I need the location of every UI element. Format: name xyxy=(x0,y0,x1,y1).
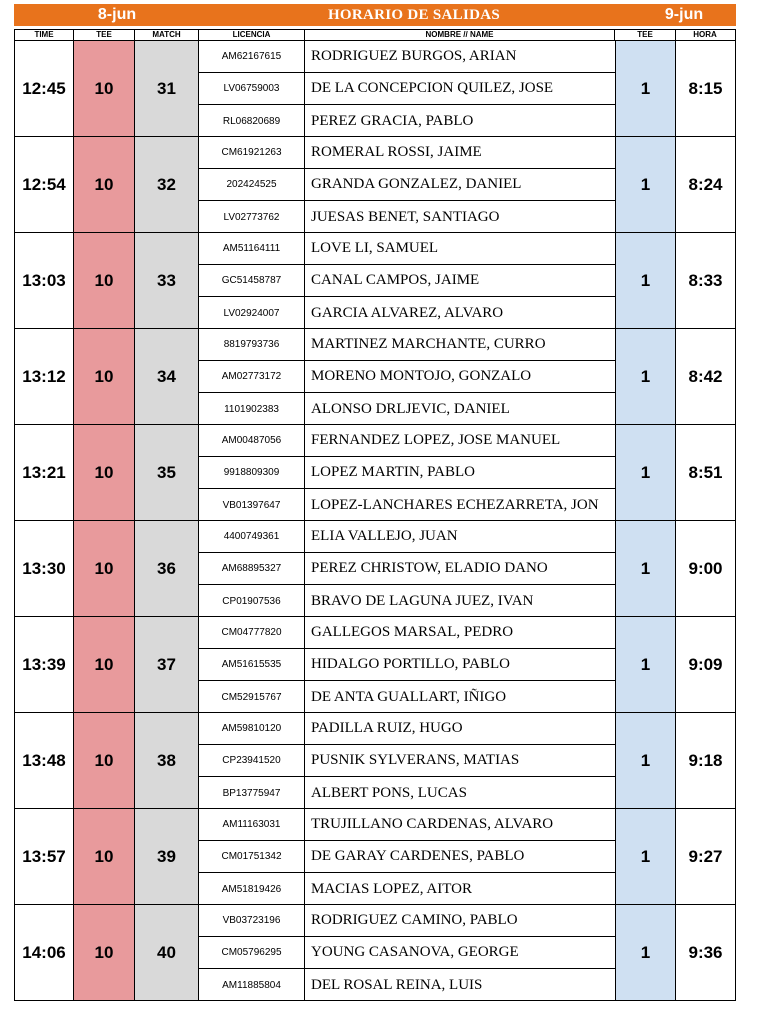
player-row xyxy=(199,457,615,489)
match-number: 36 xyxy=(135,521,199,616)
player-licence: LV02924007 xyxy=(199,297,305,329)
player-licence: 4400749361 xyxy=(199,521,305,552)
player-name: MARTINEZ MARCHANTE, CURRO xyxy=(311,336,546,352)
player-name: CANAL CAMPOS, JAIME xyxy=(311,272,480,288)
start-hour-day-two: 9:27 xyxy=(688,846,723,866)
tee-number: 10 xyxy=(74,233,135,328)
player-name: GALLEGOS MARSAL, PEDRO xyxy=(311,624,514,640)
start-time: 12:45 xyxy=(15,41,74,136)
player-row xyxy=(199,937,615,969)
player-licence: AM02773172 xyxy=(199,361,305,392)
player-licence: CM61921263 xyxy=(199,137,305,168)
player-licence: RL06820689 xyxy=(199,105,305,137)
start-hour-day-two: 9:36 xyxy=(688,942,723,962)
player-row xyxy=(199,713,615,745)
player-name: RODRIGUEZ CAMINO, PABLO xyxy=(311,912,518,928)
player-name: MACIAS LOPEZ, AITOR xyxy=(311,880,472,897)
start-time: 13:39 xyxy=(15,617,74,712)
tee-number-day-two: 1 xyxy=(615,233,676,328)
match-group xyxy=(14,233,736,329)
player-name: YOUNG CASANOVA, GEORGE xyxy=(311,944,519,960)
tee-number: 10 xyxy=(74,809,135,904)
player-name: ALONSO DRLJEVIC, DANIEL xyxy=(311,400,510,417)
player-row xyxy=(199,585,615,617)
column-header-hora: HORA xyxy=(693,30,717,39)
player-row xyxy=(199,617,615,649)
column-header-tee-day-two: TEE xyxy=(615,30,676,40)
player-list xyxy=(199,233,615,328)
player-row xyxy=(199,41,615,73)
player-licence: CP23941520 xyxy=(199,745,305,776)
player-licence: CM05796295 xyxy=(199,937,305,968)
match-group xyxy=(14,41,736,137)
player-list xyxy=(199,521,615,616)
player-licence: AM11885804 xyxy=(199,969,305,1001)
start-time: 13:12 xyxy=(15,329,74,424)
tee-number: 10 xyxy=(74,617,135,712)
player-licence: AM68895327 xyxy=(199,553,305,584)
match-group xyxy=(14,905,736,1001)
start-hour-day-two: 9:00 xyxy=(688,558,723,578)
player-name: LOPEZ MARTIN, PABLO xyxy=(311,464,475,480)
start-time: 13:57 xyxy=(15,809,74,904)
match-number: 34 xyxy=(135,329,199,424)
start-hour-day-two: 8:15 xyxy=(688,78,723,98)
player-row xyxy=(199,681,615,713)
player-row xyxy=(199,233,615,265)
player-list xyxy=(199,137,615,232)
tee-number-day-two: 1 xyxy=(615,41,676,136)
player-licence: AM59810120 xyxy=(199,713,305,744)
player-licence: AM62167615 xyxy=(199,41,305,72)
tee-number-day-two: 1 xyxy=(615,809,676,904)
player-name: HIDALGO PORTILLO, PABLO xyxy=(311,656,510,672)
start-hour-day-two: 9:09 xyxy=(688,654,723,674)
player-row xyxy=(199,137,615,169)
player-licence: VB01397647 xyxy=(199,489,305,521)
player-licence: 9918809309 xyxy=(199,457,305,488)
player-name: LOPEZ-LANCHARES ECHEZARRETA, JON xyxy=(311,496,599,513)
player-row xyxy=(199,873,615,905)
tee-number: 10 xyxy=(74,521,135,616)
player-licence: BP13775947 xyxy=(199,777,305,809)
player-name: GRANDA GONZALEZ, DANIEL xyxy=(311,176,522,192)
tee-number: 10 xyxy=(74,713,135,808)
match-group xyxy=(14,617,736,713)
match-number: 32 xyxy=(135,137,199,232)
date-day-two: 9-jun xyxy=(664,6,704,23)
player-name: ELIA VALLEJO, JUAN xyxy=(311,528,458,544)
player-row xyxy=(199,521,615,553)
player-licence: AM51819426 xyxy=(199,873,305,905)
player-list xyxy=(199,425,615,520)
start-hour-day-two: 8:33 xyxy=(688,270,723,290)
column-header-nombre: NOMBRE // NAME xyxy=(305,30,615,40)
column-header-licencia: LICENCIA xyxy=(199,30,305,40)
player-row xyxy=(199,745,615,777)
player-list xyxy=(199,329,615,424)
player-name: PEREZ GRACIA, PABLO xyxy=(311,112,474,129)
match-group xyxy=(14,521,736,617)
match-number: 40 xyxy=(135,905,199,1000)
start-time: 13:21 xyxy=(15,425,74,520)
match-number: 31 xyxy=(135,41,199,136)
player-row xyxy=(199,809,615,841)
start-hour-day-two: 8:24 xyxy=(688,174,723,194)
player-name: DEL ROSAL REINA, LUIS xyxy=(311,976,483,993)
page-title: HORARIO DE SALIDAS xyxy=(327,7,501,23)
match-number: 38 xyxy=(135,713,199,808)
header-banner xyxy=(14,4,736,26)
start-time: 14:06 xyxy=(15,905,74,1000)
player-row xyxy=(199,489,615,521)
player-name: LOVE LI, SAMUEL xyxy=(311,240,439,256)
player-licence: CM52915767 xyxy=(199,681,305,713)
player-name: PADILLA RUIZ, HUGO xyxy=(311,720,463,736)
player-row xyxy=(199,73,615,105)
player-name: PUSNIK SYLVERANS, MATIAS xyxy=(311,752,520,768)
player-licence: CP01907536 xyxy=(199,585,305,617)
start-hour-day-two: 9:18 xyxy=(688,750,723,770)
match-number: 33 xyxy=(135,233,199,328)
player-name: JUESAS BENET, SANTIAGO xyxy=(311,208,500,225)
match-number: 37 xyxy=(135,617,199,712)
column-header-row xyxy=(14,29,736,41)
player-licence: 202424525 xyxy=(199,169,305,200)
player-row xyxy=(199,969,615,1001)
player-licence: AM11163031 xyxy=(199,809,305,840)
player-licence: AM00487056 xyxy=(199,425,305,456)
match-group xyxy=(14,713,736,809)
tee-number-day-two: 1 xyxy=(615,137,676,232)
player-name: DE LA CONCEPCION QUILEZ, JOSE xyxy=(311,80,554,96)
tee-number: 10 xyxy=(74,425,135,520)
match-group xyxy=(14,425,736,521)
player-row xyxy=(199,425,615,457)
tee-number-day-two: 1 xyxy=(615,329,676,424)
match-number: 35 xyxy=(135,425,199,520)
tee-time-table xyxy=(14,41,736,1001)
player-licence: CM01751342 xyxy=(199,841,305,872)
tee-number: 10 xyxy=(74,905,135,1000)
start-hour-day-two: 8:42 xyxy=(688,366,723,386)
player-licence: CM04777820 xyxy=(199,617,305,648)
player-name: TRUJILLANO CARDENAS, ALVARO xyxy=(311,816,554,832)
player-row xyxy=(199,265,615,297)
tee-number-day-two: 1 xyxy=(615,521,676,616)
player-name: FERNANDEZ LOPEZ, JOSE MANUEL xyxy=(311,432,561,448)
player-row xyxy=(199,553,615,585)
player-row xyxy=(199,201,615,233)
player-row xyxy=(199,361,615,393)
player-row xyxy=(199,105,615,137)
start-time: 12:54 xyxy=(15,137,74,232)
tee-number-day-two: 1 xyxy=(615,425,676,520)
column-header-match: MATCH xyxy=(135,30,199,40)
player-name: ALBERT PONS, LUCAS xyxy=(311,784,467,801)
player-row xyxy=(199,169,615,201)
date-day-one: 8-jun xyxy=(97,6,137,23)
tee-number: 10 xyxy=(74,41,135,136)
player-row xyxy=(199,329,615,361)
player-licence: VB03723196 xyxy=(199,905,305,936)
start-time: 13:03 xyxy=(15,233,74,328)
player-name: RODRIGUEZ BURGOS, ARIAN xyxy=(311,48,517,64)
player-name: GARCIA ALVAREZ, ALVARO xyxy=(311,304,504,321)
player-row xyxy=(199,841,615,873)
player-licence: LV02773762 xyxy=(199,201,305,233)
tee-number-day-two: 1 xyxy=(615,905,676,1000)
player-list xyxy=(199,617,615,712)
player-licence: GC51458787 xyxy=(199,265,305,296)
player-list xyxy=(199,809,615,904)
player-licence: AM51615535 xyxy=(199,649,305,680)
player-list xyxy=(199,713,615,808)
player-name: BRAVO DE LAGUNA JUEZ, IVAN xyxy=(311,592,534,609)
player-row xyxy=(199,777,615,809)
column-header-time: TIME xyxy=(15,30,74,40)
tee-number: 10 xyxy=(74,329,135,424)
player-row xyxy=(199,649,615,681)
player-row xyxy=(199,297,615,329)
match-group xyxy=(14,329,736,425)
tee-number-day-two: 1 xyxy=(615,713,676,808)
player-licence: 8819793736 xyxy=(199,329,305,360)
match-group xyxy=(14,809,736,905)
start-hour-day-two: 8:51 xyxy=(688,462,723,482)
match-number: 39 xyxy=(135,809,199,904)
player-list xyxy=(199,41,615,136)
start-time: 13:30 xyxy=(15,521,74,616)
player-licence: LV06759003 xyxy=(199,73,305,104)
player-list xyxy=(199,905,615,1000)
player-row xyxy=(199,393,615,425)
player-name: DE GARAY CARDENES, PABLO xyxy=(311,848,525,864)
tee-number-day-two: 1 xyxy=(615,617,676,712)
player-name: PEREZ CHRISTOW, ELADIO DANO xyxy=(311,560,548,576)
player-licence: 1101902383 xyxy=(199,393,305,425)
tee-number: 10 xyxy=(74,137,135,232)
player-licence: AM51164111 xyxy=(199,233,305,264)
column-header-tee: TEE xyxy=(74,30,135,40)
start-time: 13:48 xyxy=(15,713,74,808)
player-name: ROMERAL ROSSI, JAIME xyxy=(311,144,482,160)
player-row xyxy=(199,905,615,937)
player-name: DE ANTA GUALLART, IÑIGO xyxy=(311,688,507,705)
player-name: MORENO MONTOJO, GONZALO xyxy=(311,368,532,384)
match-group xyxy=(14,137,736,233)
